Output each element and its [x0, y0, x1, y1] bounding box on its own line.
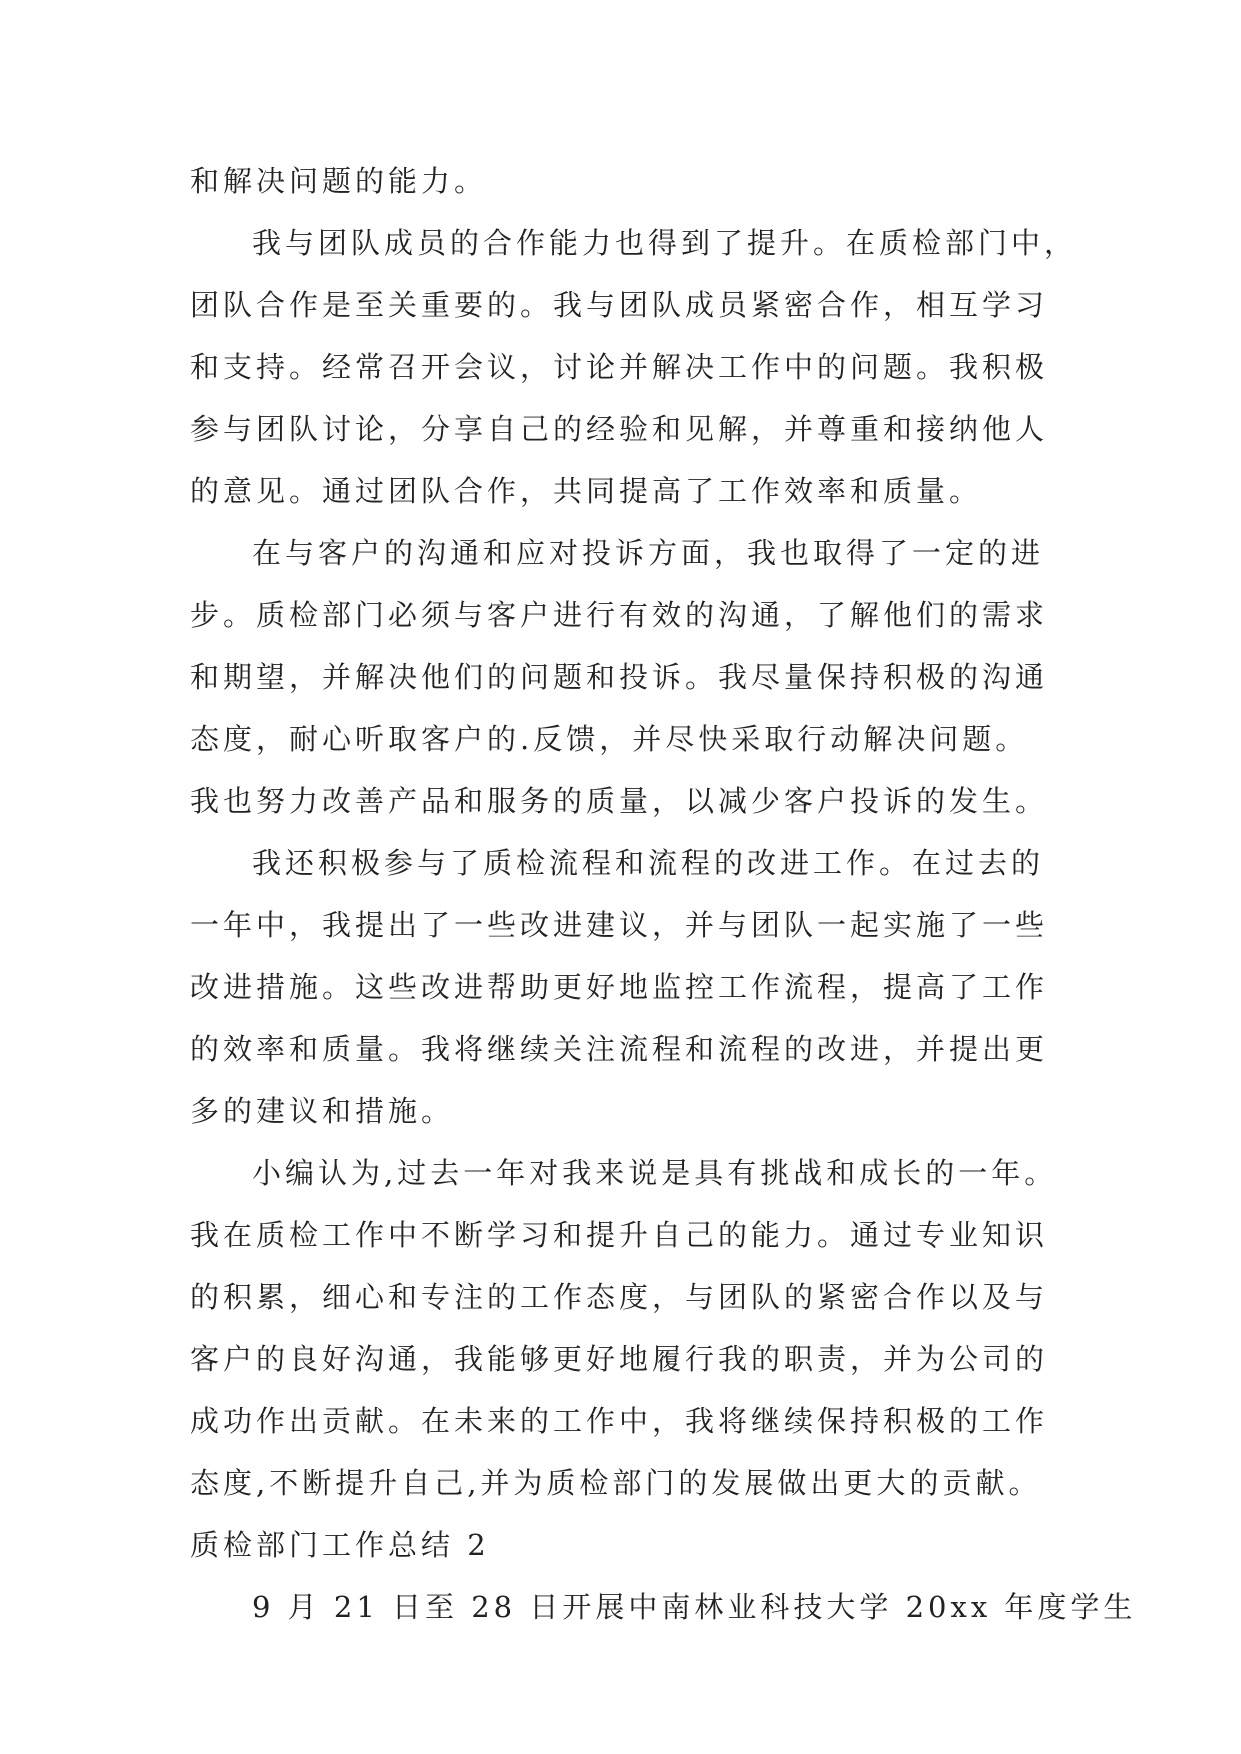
paragraph-teamwork [190, 212, 1078, 522]
text-line: 小编认为,过去一年对我来说是具有挑战和成长的一年。 [252, 1156, 1058, 1190]
document-body [190, 150, 1137, 1638]
text-line: 9 月 21 日至 28 日开展中南林业科技大学 20xx 年度学生 [252, 1590, 1137, 1624]
text-line: 和支持。经常召开会议，讨论并解决工作中的问题。我积极 [190, 350, 1049, 384]
paragraph-1 [190, 150, 1075, 212]
text-line: 态度,不断提升自己,并为质检部门的发展做出更大的贡献。 [190, 1466, 1042, 1500]
section-heading [190, 1514, 1075, 1576]
text-line: 步。质检部门必须与客户进行有效的沟通，了解他们的需求 [190, 598, 1049, 632]
text-line: 我在质检工作中不断学习和提升自己的能力。通过专业知识 [190, 1218, 1049, 1252]
paragraph-section2-intro [190, 1576, 1137, 1638]
text-line: 的积累，细心和专注的工作态度，与团队的紧密合作以及与 [190, 1280, 1049, 1314]
text-line: 在与客户的沟通和应对投诉方面，我也取得了一定的进 [252, 536, 1045, 570]
paragraph-summary [190, 1142, 1075, 1514]
text-line: 我也努力改善产品和服务的质量，以减少客户投诉的发生。 [190, 784, 1049, 818]
text-line: 我与团队成员的合作能力也得到了提升。在质检部门中， [252, 226, 1078, 260]
text-line: 的意见。通过团队合作，共同提高了工作效率和质量。 [190, 474, 983, 508]
text-line: 参与团队讨论，分享自己的经验和见解，并尊重和接纳他人 [190, 412, 1049, 446]
paragraph-customer [190, 522, 1075, 832]
text-line: 团队合作是至关重要的。我与团队成员紧密合作，相互学习 [190, 288, 1049, 322]
text-line: 和期望，并解决他们的问题和投诉。我尽量保持积极的沟通 [190, 660, 1049, 694]
text-line: 我还积极参与了质检流程和流程的改进工作。在过去的 [252, 846, 1045, 880]
paragraph-process [190, 832, 1075, 1142]
text-line: 成功作出贡献。在未来的工作中，我将继续保持积极的工作 [190, 1404, 1049, 1438]
section-title: 质检部门工作总结 2 [190, 1528, 490, 1562]
text-line: 一年中，我提出了一些改进建议，并与团队一起实施了一些 [190, 908, 1049, 942]
text-line: 态度，耐心听取客户的.反馈，并尽快采取行动解决问题。 [190, 722, 1029, 756]
text-line: 改进措施。这些改进帮助更好地监控工作流程，提高了工作 [190, 970, 1049, 1004]
text-line: 多的建议和措施。 [190, 1094, 455, 1128]
text-line: 客户的良好沟通，我能够更好地履行我的职责，并为公司的 [190, 1342, 1049, 1376]
text-line: 的效率和质量。我将继续关注流程和流程的改进，并提出更 [190, 1032, 1049, 1066]
text-line: 和解决问题的能力。 [190, 164, 488, 198]
